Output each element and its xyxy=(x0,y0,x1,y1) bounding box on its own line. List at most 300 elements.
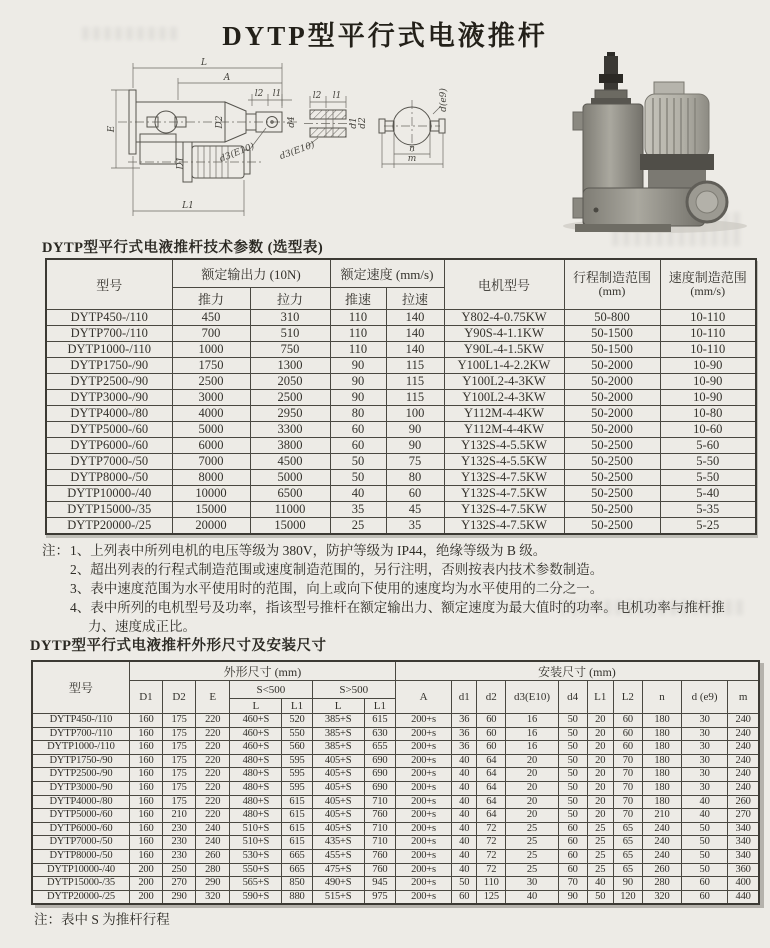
value-cell: 40 xyxy=(587,877,613,891)
col-header-model: 型号 xyxy=(46,259,172,310)
table-row xyxy=(32,890,759,904)
value-cell: 160 xyxy=(129,822,162,836)
value-cell: 175 xyxy=(163,781,196,795)
value-cell: 510+S xyxy=(230,822,282,836)
value-cell: 4500 xyxy=(250,454,330,470)
group-header-install: 安装尺寸 (mm) xyxy=(395,661,759,681)
speed-range-label: 速度制造范围 xyxy=(668,270,747,285)
dim-label-l1: l1 xyxy=(272,89,282,99)
model-cell: DYTP20000-/25 xyxy=(46,518,172,535)
value-cell: 760 xyxy=(364,809,395,823)
value-cell: 70 xyxy=(558,877,587,891)
col-header-d4: d4 xyxy=(558,681,587,714)
value-cell: 975 xyxy=(364,890,395,904)
value-cell: 90 xyxy=(330,374,386,390)
value-cell: 72 xyxy=(477,863,506,877)
value-cell: 210 xyxy=(642,809,681,823)
value-cell: Y100L1-4-2.2KW xyxy=(444,358,564,374)
model-cell: DYTP10000-/40 xyxy=(32,863,129,877)
value-cell: 50 xyxy=(330,470,386,486)
value-cell: 405+S xyxy=(312,795,364,809)
value-cell: 50 xyxy=(587,890,613,904)
value-cell: 615 xyxy=(282,836,312,850)
value-cell: 65 xyxy=(613,863,642,877)
col-header-d1: d1 xyxy=(452,681,477,714)
value-cell: 70 xyxy=(613,754,642,768)
model-cell: DYTP3000-/90 xyxy=(32,781,129,795)
value-cell: 180 xyxy=(642,795,681,809)
value-cell: 110 xyxy=(330,326,386,342)
value-cell: 40 xyxy=(452,863,477,877)
value-cell: 385+S xyxy=(312,714,364,728)
value-cell: 160 xyxy=(129,741,162,755)
value-cell: 665 xyxy=(282,849,312,863)
table-row xyxy=(32,727,759,741)
value-cell: 230 xyxy=(163,849,196,863)
col-header-D2: D2 xyxy=(163,681,196,714)
table-row xyxy=(32,822,759,836)
value-cell: 60 xyxy=(558,822,587,836)
dim-label-L1: L1 xyxy=(182,201,194,211)
value-cell: 7000 xyxy=(172,454,250,470)
value-cell: 710 xyxy=(364,795,395,809)
value-cell: 200+s xyxy=(395,714,451,728)
product-photo xyxy=(563,52,747,233)
value-cell: 50 xyxy=(558,795,587,809)
value-cell: 360 xyxy=(728,863,759,877)
model-cell: DYTP5000-/60 xyxy=(32,809,129,823)
value-cell: 50-2000 xyxy=(564,358,660,374)
value-cell: 100 xyxy=(386,406,444,422)
value-cell: 60 xyxy=(477,741,506,755)
drawing-trunnion-detail xyxy=(379,88,449,168)
value-cell: 880 xyxy=(282,890,312,904)
value-cell: 240 xyxy=(642,822,681,836)
value-cell: 50-2000 xyxy=(564,390,660,406)
value-cell: 945 xyxy=(364,877,395,891)
value-cell: 90 xyxy=(386,422,444,438)
col-header-L-lt: L xyxy=(230,699,282,714)
value-cell: 160 xyxy=(129,781,162,795)
dim-label-D1: D1 xyxy=(176,156,186,170)
value-cell: 595 xyxy=(282,781,312,795)
value-cell: 64 xyxy=(477,795,506,809)
dim-label-d-e9: d(e9) xyxy=(439,88,449,112)
value-cell: 200+s xyxy=(395,781,451,795)
table-row xyxy=(46,326,756,342)
value-cell: 64 xyxy=(477,781,506,795)
value-cell: 220 xyxy=(196,714,230,728)
col-header-push-force: 推力 xyxy=(172,288,250,310)
value-cell: 310 xyxy=(250,310,330,326)
note-item: 4、表中所列的电机型号及功率，指该型号推杆在额定输出力、额定速度为最大值时的功率。电机功率与推杆推力、速度成正比。 xyxy=(70,600,725,634)
value-cell: 3000 xyxy=(172,390,250,406)
table-row xyxy=(32,768,759,782)
value-cell: 480+S xyxy=(230,809,282,823)
model-cell: DYTP10000-/40 xyxy=(46,486,172,502)
model-cell: DYTP450-/110 xyxy=(46,310,172,326)
value-cell: 530+S xyxy=(230,849,282,863)
value-cell: 50 xyxy=(682,822,728,836)
value-cell: 115 xyxy=(386,390,444,406)
value-cell: 320 xyxy=(196,890,230,904)
dim-label-d4: d4 xyxy=(287,116,297,128)
value-cell: 60 xyxy=(477,727,506,741)
value-cell: 240 xyxy=(728,714,759,728)
page-title: DYTP型平行式电液推杆 xyxy=(222,21,548,51)
value-cell: Y132S-4-7.5KW xyxy=(444,518,564,535)
value-cell: 60 xyxy=(330,422,386,438)
value-cell: 180 xyxy=(642,714,681,728)
value-cell: 520 xyxy=(282,714,312,728)
value-cell: 385+S xyxy=(312,727,364,741)
value-cell: 200 xyxy=(129,863,162,877)
value-cell: 405+S xyxy=(312,768,364,782)
table-row xyxy=(32,714,759,728)
value-cell: 40 xyxy=(452,781,477,795)
value-cell: 40 xyxy=(452,795,477,809)
spec-notes xyxy=(42,541,742,636)
value-cell: 30 xyxy=(682,727,728,741)
value-cell: 60 xyxy=(558,863,587,877)
value-cell: 615 xyxy=(364,714,395,728)
value-cell: 320 xyxy=(642,890,681,904)
value-cell: 220 xyxy=(196,754,230,768)
col-header-push-speed: 推速 xyxy=(330,288,386,310)
value-cell: 20 xyxy=(587,741,613,755)
col-header-stroke-range xyxy=(564,259,660,310)
value-cell: 175 xyxy=(163,795,196,809)
note-item: 2、超出列表的行程式制造范围或速度制造范围的，另行注明，否则按表内技术参数制造。 xyxy=(70,562,604,577)
value-cell: 200+s xyxy=(395,754,451,768)
value-cell: 200+s xyxy=(395,877,451,891)
value-cell: 4000 xyxy=(172,406,250,422)
col-header-m: m xyxy=(728,681,759,714)
value-cell: 80 xyxy=(386,470,444,486)
value-cell: 50-2000 xyxy=(564,422,660,438)
value-cell: 450 xyxy=(172,310,250,326)
value-cell: 15000 xyxy=(250,518,330,535)
technical-drawing xyxy=(0,50,770,236)
value-cell: Y112M-4-4KW xyxy=(444,406,564,422)
value-cell: 655 xyxy=(364,741,395,755)
value-cell: 405+S xyxy=(312,822,364,836)
value-cell: 140 xyxy=(386,310,444,326)
value-cell: 72 xyxy=(477,836,506,850)
value-cell: 615 xyxy=(282,809,312,823)
value-cell: 65 xyxy=(613,822,642,836)
value-cell: 405+S xyxy=(312,754,364,768)
col-header-d3: d3(E10) xyxy=(506,681,558,714)
model-cell: DYTP7000-/50 xyxy=(32,836,129,850)
value-cell: 30 xyxy=(682,768,728,782)
value-cell: 240 xyxy=(728,741,759,755)
value-cell: 2500 xyxy=(172,374,250,390)
value-cell: Y802-4-0.75KW xyxy=(444,310,564,326)
value-cell: 20 xyxy=(506,781,558,795)
drawing-main-view xyxy=(107,58,300,216)
value-cell: 20 xyxy=(506,768,558,782)
value-cell: 70 xyxy=(613,768,642,782)
value-cell: 510 xyxy=(250,326,330,342)
table-row xyxy=(32,809,759,823)
value-cell: 40 xyxy=(682,809,728,823)
value-cell: 5-40 xyxy=(660,486,756,502)
table-row xyxy=(32,877,759,891)
value-cell: 615 xyxy=(282,822,312,836)
value-cell: 515+S xyxy=(312,890,364,904)
value-cell: 1000 xyxy=(172,342,250,358)
value-cell: 175 xyxy=(163,727,196,741)
value-cell: 175 xyxy=(163,754,196,768)
value-cell: 10-90 xyxy=(660,390,756,406)
dim-table-body xyxy=(32,714,759,905)
value-cell: 50 xyxy=(558,741,587,755)
group-header-outline: 外形尺寸 (mm) xyxy=(129,661,395,681)
model-cell: DYTP1000-/110 xyxy=(46,342,172,358)
model-cell: DYTP1750-/90 xyxy=(32,754,129,768)
value-cell: 60 xyxy=(558,836,587,850)
model-cell: DYTP7000-/50 xyxy=(46,454,172,470)
model-cell: DYTP4000-/80 xyxy=(32,795,129,809)
table-row xyxy=(46,454,756,470)
value-cell: 200+s xyxy=(395,741,451,755)
value-cell: 25 xyxy=(330,518,386,535)
value-cell: 565+S xyxy=(230,877,282,891)
value-cell: 490+S xyxy=(312,877,364,891)
value-cell: 20 xyxy=(587,809,613,823)
value-cell: 400 xyxy=(728,877,759,891)
value-cell: 160 xyxy=(129,768,162,782)
value-cell: 200+s xyxy=(395,809,451,823)
value-cell: 110 xyxy=(330,342,386,358)
value-cell: 72 xyxy=(477,822,506,836)
value-cell: 240 xyxy=(196,836,230,850)
value-cell: 20 xyxy=(587,714,613,728)
col-header-L1: L1 xyxy=(587,681,613,714)
value-cell: 115 xyxy=(386,358,444,374)
col-header-L-gt: L xyxy=(312,699,364,714)
value-cell: 20000 xyxy=(172,518,250,535)
value-cell: 75 xyxy=(386,454,444,470)
value-cell: 220 xyxy=(196,768,230,782)
value-cell: 220 xyxy=(196,795,230,809)
stroke-range-unit: (mm) xyxy=(598,284,626,298)
value-cell: 230 xyxy=(163,836,196,850)
dim-label-m: m xyxy=(407,154,417,164)
value-cell: 5-25 xyxy=(660,518,756,535)
value-cell: 10-60 xyxy=(660,422,756,438)
value-cell: 480+S xyxy=(230,754,282,768)
value-cell: 60 xyxy=(477,714,506,728)
dim-label-d1: d1 xyxy=(349,117,359,129)
value-cell: 50-2000 xyxy=(564,406,660,422)
model-cell: DYTP450-/110 xyxy=(32,714,129,728)
value-cell: 10-110 xyxy=(660,326,756,342)
model-cell: DYTP20000-/25 xyxy=(32,890,129,904)
value-cell: 270 xyxy=(163,877,196,891)
table-row xyxy=(46,342,756,358)
value-cell: 180 xyxy=(642,781,681,795)
value-cell: 160 xyxy=(129,714,162,728)
value-cell: 40 xyxy=(452,849,477,863)
value-cell: 560 xyxy=(282,741,312,755)
table-row xyxy=(46,358,756,374)
value-cell: 50-2500 xyxy=(564,502,660,518)
spec-table-body xyxy=(46,310,756,535)
dim-label-E: E xyxy=(107,125,117,133)
value-cell: 710 xyxy=(364,822,395,836)
value-cell: 290 xyxy=(163,890,196,904)
value-cell: Y132S-4-5.5KW xyxy=(444,438,564,454)
value-cell: 510+S xyxy=(230,836,282,850)
value-cell: 40 xyxy=(452,809,477,823)
table-row xyxy=(32,754,759,768)
value-cell: 110 xyxy=(477,877,506,891)
model-cell: DYTP5000-/60 xyxy=(46,422,172,438)
value-cell: 50 xyxy=(558,781,587,795)
value-cell: 30 xyxy=(682,741,728,755)
col-header-d2: d2 xyxy=(477,681,506,714)
model-cell: DYTP4000-/80 xyxy=(46,406,172,422)
value-cell: 40 xyxy=(452,768,477,782)
value-cell: 10-80 xyxy=(660,406,756,422)
model-cell: DYTP2500-/90 xyxy=(46,374,172,390)
value-cell: 60 xyxy=(682,877,728,891)
value-cell: 240 xyxy=(728,727,759,741)
table-row xyxy=(46,518,756,535)
value-cell: 260 xyxy=(642,863,681,877)
value-cell: 50 xyxy=(682,863,728,877)
col-header-E: E xyxy=(196,681,230,714)
value-cell: 90 xyxy=(613,877,642,891)
model-cell: DYTP8000-/50 xyxy=(32,849,129,863)
value-cell: 200+s xyxy=(395,890,451,904)
table-row xyxy=(46,502,756,518)
value-cell: 2950 xyxy=(250,406,330,422)
value-cell: 50-2000 xyxy=(564,374,660,390)
value-cell: 200+s xyxy=(395,836,451,850)
value-cell: 260 xyxy=(196,849,230,863)
value-cell: 10000 xyxy=(172,486,250,502)
value-cell: 160 xyxy=(129,836,162,850)
value-cell: 16 xyxy=(506,714,558,728)
table-row xyxy=(46,438,756,454)
value-cell: 1750 xyxy=(172,358,250,374)
value-cell: Y90S-4-1.1KW xyxy=(444,326,564,342)
model-cell: DYTP700-/110 xyxy=(32,727,129,741)
value-cell: 40 xyxy=(682,795,728,809)
value-cell: 690 xyxy=(364,754,395,768)
value-cell: 200+s xyxy=(395,727,451,741)
value-cell: 50 xyxy=(558,714,587,728)
value-cell: Y90L-4-1.5KW xyxy=(444,342,564,358)
stroke-range-label: 行程制造范围 xyxy=(573,270,652,285)
value-cell: 50 xyxy=(558,754,587,768)
value-cell: 595 xyxy=(282,754,312,768)
value-cell: Y132S-4-7.5KW xyxy=(444,486,564,502)
value-cell: 200+s xyxy=(395,863,451,877)
value-cell: 36 xyxy=(452,714,477,728)
value-cell: 25 xyxy=(587,836,613,850)
value-cell: 90 xyxy=(330,358,386,374)
value-cell: 160 xyxy=(129,727,162,741)
value-cell: 340 xyxy=(728,822,759,836)
value-cell: 5-60 xyxy=(660,438,756,454)
model-cell: DYTP3000-/90 xyxy=(46,390,172,406)
value-cell: 5-35 xyxy=(660,502,756,518)
value-cell: 270 xyxy=(728,809,759,823)
group-header-s-gt-500: S>500 xyxy=(312,681,395,699)
value-cell: 35 xyxy=(330,502,386,518)
value-cell: 50-2500 xyxy=(564,438,660,454)
value-cell: 36 xyxy=(452,727,477,741)
value-cell: 35 xyxy=(386,518,444,535)
value-cell: 180 xyxy=(642,768,681,782)
value-cell: 280 xyxy=(196,863,230,877)
value-cell: 40 xyxy=(452,836,477,850)
value-cell: 64 xyxy=(477,809,506,823)
value-cell: 220 xyxy=(196,781,230,795)
table-row xyxy=(46,374,756,390)
value-cell: 40 xyxy=(506,890,558,904)
value-cell: 70 xyxy=(613,781,642,795)
value-cell: 475+S xyxy=(312,863,364,877)
value-cell: 50-1500 xyxy=(564,342,660,358)
value-cell: 25 xyxy=(506,836,558,850)
value-cell: 11000 xyxy=(250,502,330,518)
col-header-n: n xyxy=(642,681,681,714)
value-cell: 60 xyxy=(386,486,444,502)
value-cell: 60 xyxy=(330,438,386,454)
model-cell: DYTP15000-/35 xyxy=(46,502,172,518)
col-header-pull-force: 拉力 xyxy=(250,288,330,310)
spec-table-header xyxy=(46,259,756,310)
value-cell: 6000 xyxy=(172,438,250,454)
col-header-A: A xyxy=(395,681,451,714)
value-cell: 110 xyxy=(330,310,386,326)
dim-table-footnote: 注：表中 S 为推杆行程 xyxy=(34,912,170,927)
value-cell: 550+S xyxy=(230,863,282,877)
value-cell: Y132S-4-5.5KW xyxy=(444,454,564,470)
value-cell: 50 xyxy=(558,768,587,782)
value-cell: 20 xyxy=(506,809,558,823)
value-cell: 20 xyxy=(587,768,613,782)
table-row xyxy=(46,486,756,502)
value-cell: 405+S xyxy=(312,781,364,795)
value-cell: 340 xyxy=(728,849,759,863)
value-cell: 160 xyxy=(129,754,162,768)
value-cell: 30 xyxy=(682,781,728,795)
value-cell: 25 xyxy=(506,863,558,877)
value-cell: 850 xyxy=(282,877,312,891)
value-cell: Y132S-4-7.5KW xyxy=(444,470,564,486)
value-cell: 60 xyxy=(613,727,642,741)
dim-label-d3: d3(E10) xyxy=(218,141,257,165)
table-row xyxy=(46,470,756,486)
value-cell: 65 xyxy=(613,836,642,850)
dim-table-header xyxy=(32,661,759,714)
dim-label-d3: d3(E10) xyxy=(278,140,317,163)
value-cell: 240 xyxy=(728,781,759,795)
value-cell: 20 xyxy=(506,795,558,809)
spec-table xyxy=(45,258,757,535)
table-row xyxy=(46,310,756,326)
value-cell: 25 xyxy=(506,822,558,836)
table-row xyxy=(46,390,756,406)
value-cell: 10-90 xyxy=(660,358,756,374)
value-cell: 45 xyxy=(386,502,444,518)
